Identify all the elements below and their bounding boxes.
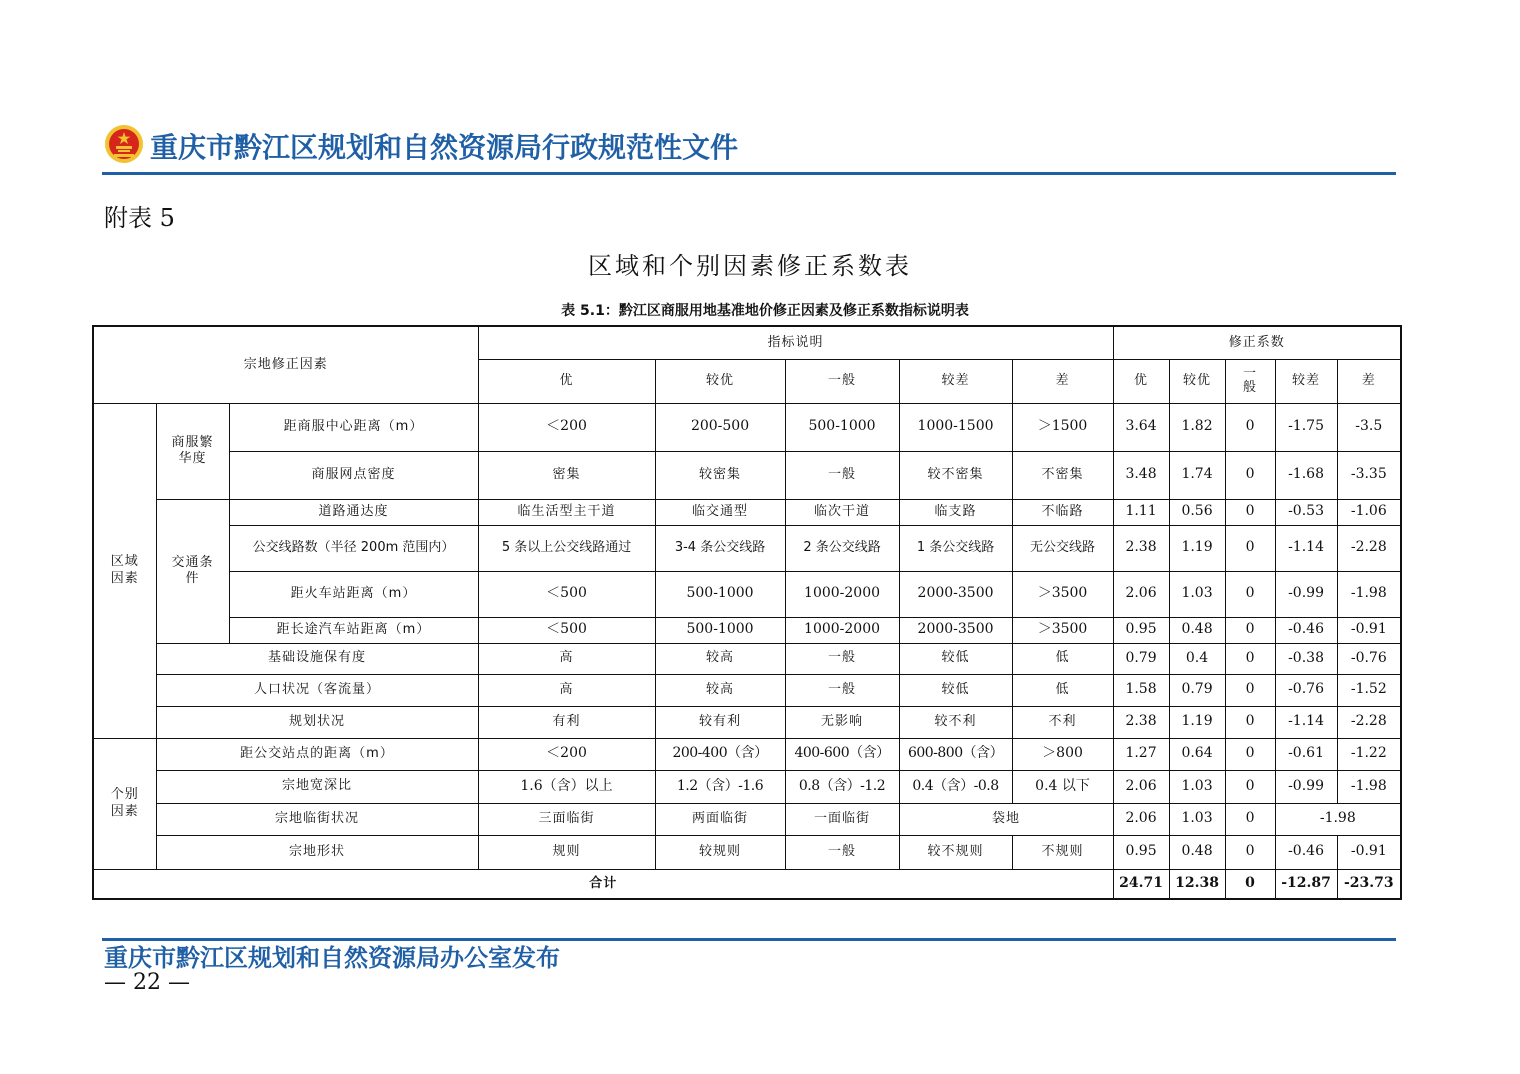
header-row-1 bbox=[93, 326, 1401, 359]
level-cell: 较密集 bbox=[655, 451, 785, 499]
level-cell: 1 条公交线路 bbox=[899, 525, 1012, 571]
coef-cell: -3.5 bbox=[1337, 403, 1401, 451]
coef-cell: 1.82 bbox=[1169, 403, 1225, 451]
coef-cell: 0 bbox=[1225, 499, 1275, 525]
header-coef-level: 较优 bbox=[1169, 359, 1225, 403]
level-cell: 两面临街 bbox=[655, 803, 785, 835]
document-header bbox=[104, 122, 1396, 178]
coef-cell: 0.95 bbox=[1113, 617, 1169, 643]
row-factor-name: 距公交站点的距离（m） bbox=[156, 738, 478, 770]
coef-cell: -1.22 bbox=[1337, 738, 1401, 770]
coef-cell: -3.35 bbox=[1337, 451, 1401, 499]
level-cell: 0.4（含）-0.8 bbox=[899, 770, 1012, 803]
coef-cell: -1.68 bbox=[1275, 451, 1337, 499]
header-divider bbox=[102, 172, 1396, 175]
coef-cell: 3.64 bbox=[1113, 403, 1169, 451]
coef-cell: 0 bbox=[1225, 706, 1275, 738]
level-cell: ＞3500 bbox=[1012, 617, 1113, 643]
coef-cell: 0 bbox=[1225, 403, 1275, 451]
level-cell: 2 条公交线路 bbox=[785, 525, 899, 571]
coef-cell: -0.76 bbox=[1337, 643, 1401, 674]
coef-cell: 1.03 bbox=[1169, 803, 1225, 835]
coef-cell: 1.19 bbox=[1169, 525, 1225, 571]
level-cell: 3-4 条公交线路 bbox=[655, 525, 785, 571]
level-cell: 临次干道 bbox=[785, 499, 899, 525]
total-value: 24.71 bbox=[1113, 869, 1169, 899]
header-level: 较优 bbox=[655, 359, 785, 403]
level-cell: 高 bbox=[478, 643, 655, 674]
total-row bbox=[93, 869, 1401, 899]
coef-cell: -1.52 bbox=[1337, 674, 1401, 706]
level-cell: 1.2（含）-1.6 bbox=[655, 770, 785, 803]
row-factor-name: 商服网点密度 bbox=[229, 451, 478, 499]
total-value: 12.38 bbox=[1169, 869, 1225, 899]
group-individual-factors: 个别 因素 bbox=[93, 738, 156, 869]
row-factor-name: 公交线路数（半径 200m 范围内） bbox=[229, 525, 478, 571]
level-cell: 较有利 bbox=[655, 706, 785, 738]
level-cell: 0.4 以下 bbox=[1012, 770, 1113, 803]
coef-cell: 1.19 bbox=[1169, 706, 1225, 738]
header-factor: 宗地修正因素 bbox=[93, 326, 478, 403]
level-cell: ＞1500 bbox=[1012, 403, 1113, 451]
coef-cell: 1.58 bbox=[1113, 674, 1169, 706]
coef-cell: -1.75 bbox=[1275, 403, 1337, 451]
row-factor-name: 道路通达度 bbox=[229, 499, 478, 525]
page-number: — 22 — bbox=[104, 970, 190, 995]
header-title: 重庆市黔江区规划和自然资源局行政规范性文件 bbox=[150, 131, 739, 164]
table-row bbox=[93, 835, 1401, 869]
group-commerce-prosperity: 商服繁 华度 bbox=[156, 403, 229, 499]
level-cell: 不临路 bbox=[1012, 499, 1113, 525]
coef-cell: 0 bbox=[1225, 803, 1275, 835]
coef-cell: -0.99 bbox=[1275, 571, 1337, 617]
level-cell: 低 bbox=[1012, 643, 1113, 674]
table-row bbox=[93, 617, 1401, 643]
coef-cell: 1.11 bbox=[1113, 499, 1169, 525]
level-cell: ＞800 bbox=[1012, 738, 1113, 770]
coef-cell: -0.91 bbox=[1337, 617, 1401, 643]
footer-publisher: 重庆市黔江区规划和自然资源局办公室发布 bbox=[104, 944, 560, 972]
coef-cell: 0.4 bbox=[1169, 643, 1225, 674]
coef-cell: 0.95 bbox=[1113, 835, 1169, 869]
header-coef-level: 差 bbox=[1337, 359, 1401, 403]
level-cell: 不规则 bbox=[1012, 835, 1113, 869]
coef-cell: 2.06 bbox=[1113, 770, 1169, 803]
table-row bbox=[93, 770, 1401, 803]
coef-cell: 2.38 bbox=[1113, 706, 1169, 738]
table-row bbox=[93, 738, 1401, 770]
coef-cell: 0.64 bbox=[1169, 738, 1225, 770]
level-cell: 一般 bbox=[785, 835, 899, 869]
level-cell: 临交通型 bbox=[655, 499, 785, 525]
level-cell: 500-1000 bbox=[785, 403, 899, 451]
header-coef-level: 较差 bbox=[1275, 359, 1337, 403]
level-cell: 三面临街 bbox=[478, 803, 655, 835]
coef-cell: -0.91 bbox=[1337, 835, 1401, 869]
coef-cell: 0 bbox=[1225, 525, 1275, 571]
header-coef-level: 一 般 bbox=[1225, 359, 1275, 403]
level-cell: 1000-2000 bbox=[785, 617, 899, 643]
level-cell: 1000-2000 bbox=[785, 571, 899, 617]
level-cell: 一面临街 bbox=[785, 803, 899, 835]
row-factor-name: 距火车站距离（m） bbox=[229, 571, 478, 617]
coef-cell: -2.28 bbox=[1337, 706, 1401, 738]
level-cell: 500-1000 bbox=[655, 617, 785, 643]
total-label: 合计 bbox=[93, 869, 1113, 899]
coef-cell: 0 bbox=[1225, 571, 1275, 617]
level-cell: 200-500 bbox=[655, 403, 785, 451]
level-cell: 低 bbox=[1012, 674, 1113, 706]
coef-cell: -0.53 bbox=[1275, 499, 1337, 525]
table-row bbox=[93, 525, 1401, 571]
level-cell: 较低 bbox=[899, 643, 1012, 674]
level-cell: 不利 bbox=[1012, 706, 1113, 738]
level-cell: 2000-3500 bbox=[899, 571, 1012, 617]
coef-cell: -2.28 bbox=[1337, 525, 1401, 571]
coef-cell: 2.06 bbox=[1113, 803, 1169, 835]
level-cell: 2000-3500 bbox=[899, 617, 1012, 643]
level-cell: 规则 bbox=[478, 835, 655, 869]
level-cell: 较不规则 bbox=[899, 835, 1012, 869]
coef-cell: 0 bbox=[1225, 643, 1275, 674]
header-coef-level: 优 bbox=[1113, 359, 1169, 403]
level-cell: 较高 bbox=[655, 674, 785, 706]
table-caption: 表 5.1：黔江区商服用地基准地价修正因素及修正系数指标说明表 bbox=[561, 303, 969, 319]
coef-cell: 1.03 bbox=[1169, 770, 1225, 803]
group-traffic-conditions: 交通条 件 bbox=[156, 499, 229, 643]
coef-cell: 1.74 bbox=[1169, 451, 1225, 499]
coef-cell: 0 bbox=[1225, 738, 1275, 770]
coef-cell: 0.48 bbox=[1169, 835, 1225, 869]
coef-cell: -0.99 bbox=[1275, 770, 1337, 803]
national-emblem-icon bbox=[104, 124, 144, 164]
total-value: -23.73 bbox=[1337, 869, 1401, 899]
level-cell: 一般 bbox=[785, 674, 899, 706]
level-cell: ＞3500 bbox=[1012, 571, 1113, 617]
coef-cell: 2.06 bbox=[1113, 571, 1169, 617]
coef-cell: 0 bbox=[1225, 451, 1275, 499]
coef-cell: -0.46 bbox=[1275, 617, 1337, 643]
document-title: 区域和个别因素修正系数表 bbox=[588, 252, 912, 280]
coef-cell: -1.98 bbox=[1275, 803, 1401, 835]
coef-cell: 0 bbox=[1225, 770, 1275, 803]
total-value: -12.87 bbox=[1275, 869, 1337, 899]
row-factor-name: 宗地宽深比 bbox=[156, 770, 478, 803]
coef-cell: -1.98 bbox=[1337, 770, 1401, 803]
row-factor-name: 宗地临街状况 bbox=[156, 803, 478, 835]
level-cell: 较低 bbox=[899, 674, 1012, 706]
coef-cell: 0.56 bbox=[1169, 499, 1225, 525]
level-cell: 较不密集 bbox=[899, 451, 1012, 499]
coef-cell: 0.79 bbox=[1113, 643, 1169, 674]
table-row bbox=[93, 803, 1401, 835]
coef-cell: 1.03 bbox=[1169, 571, 1225, 617]
coef-cell: 0 bbox=[1225, 674, 1275, 706]
total-value: 0 bbox=[1225, 869, 1275, 899]
coef-cell: 2.38 bbox=[1113, 525, 1169, 571]
coef-cell: -0.46 bbox=[1275, 835, 1337, 869]
level-cell: 临支路 bbox=[899, 499, 1012, 525]
coef-cell: 0.48 bbox=[1169, 617, 1225, 643]
correction-factor-table bbox=[92, 325, 1402, 900]
table-row bbox=[93, 499, 1401, 525]
level-cell: 5 条以上公交线路通过 bbox=[478, 525, 655, 571]
level-cell: 一般 bbox=[785, 451, 899, 499]
table-row bbox=[93, 706, 1401, 738]
row-factor-name: 基础设施保有度 bbox=[156, 643, 478, 674]
coef-cell: 3.48 bbox=[1113, 451, 1169, 499]
level-cell: ＜500 bbox=[478, 571, 655, 617]
header-indicator: 指标说明 bbox=[478, 326, 1113, 359]
coef-cell: -1.14 bbox=[1275, 706, 1337, 738]
coef-cell: 0.79 bbox=[1169, 674, 1225, 706]
level-cell: 200-400（含） bbox=[655, 738, 785, 770]
coef-cell: -0.38 bbox=[1275, 643, 1337, 674]
row-factor-name: 人口状况（客流量） bbox=[156, 674, 478, 706]
level-cell: ＜200 bbox=[478, 738, 655, 770]
level-cell: 较高 bbox=[655, 643, 785, 674]
level-cell: 临生活型主干道 bbox=[478, 499, 655, 525]
table-row bbox=[93, 674, 1401, 706]
level-cell: 有利 bbox=[478, 706, 655, 738]
table-row bbox=[93, 571, 1401, 617]
level-cell: 一般 bbox=[785, 643, 899, 674]
group-regional-factors: 区域 因素 bbox=[93, 403, 156, 738]
row-factor-name: 距商服中心距离（m） bbox=[229, 403, 478, 451]
appendix-label: 附表 5 bbox=[104, 204, 175, 232]
coef-cell: -0.61 bbox=[1275, 738, 1337, 770]
level-cell: ＜200 bbox=[478, 403, 655, 451]
level-cell: 袋地 bbox=[899, 803, 1113, 835]
level-cell: 较不利 bbox=[899, 706, 1012, 738]
coef-cell: -1.14 bbox=[1275, 525, 1337, 571]
level-cell: 1.6（含）以上 bbox=[478, 770, 655, 803]
level-cell: 400-600（含） bbox=[785, 738, 899, 770]
level-cell: 500-1000 bbox=[655, 571, 785, 617]
coef-cell: -1.06 bbox=[1337, 499, 1401, 525]
level-cell: 高 bbox=[478, 674, 655, 706]
header-level: 差 bbox=[1012, 359, 1113, 403]
coef-cell: 1.27 bbox=[1113, 738, 1169, 770]
level-cell: 0.8（含）-1.2 bbox=[785, 770, 899, 803]
row-factor-name: 距长途汽车站距离（m） bbox=[229, 617, 478, 643]
header-level: 一般 bbox=[785, 359, 899, 403]
coef-cell: 0 bbox=[1225, 835, 1275, 869]
coef-cell: 0 bbox=[1225, 617, 1275, 643]
level-cell: 600-800（含） bbox=[899, 738, 1012, 770]
header-coefficient: 修正系数 bbox=[1113, 326, 1401, 359]
row-factor-name: 规划状况 bbox=[156, 706, 478, 738]
level-cell: 无影响 bbox=[785, 706, 899, 738]
level-cell: 密集 bbox=[478, 451, 655, 499]
coef-cell: -1.98 bbox=[1337, 571, 1401, 617]
table-row bbox=[93, 643, 1401, 674]
level-cell: 1000-1500 bbox=[899, 403, 1012, 451]
level-cell: 不密集 bbox=[1012, 451, 1113, 499]
table-row bbox=[93, 403, 1401, 451]
table-row bbox=[93, 451, 1401, 499]
level-cell: 较规则 bbox=[655, 835, 785, 869]
level-cell: 无公交线路 bbox=[1012, 525, 1113, 571]
level-cell: ＜500 bbox=[478, 617, 655, 643]
coef-cell: -0.76 bbox=[1275, 674, 1337, 706]
header-level: 优 bbox=[478, 359, 655, 403]
header-level: 较差 bbox=[899, 359, 1012, 403]
row-factor-name: 宗地形状 bbox=[156, 835, 478, 869]
